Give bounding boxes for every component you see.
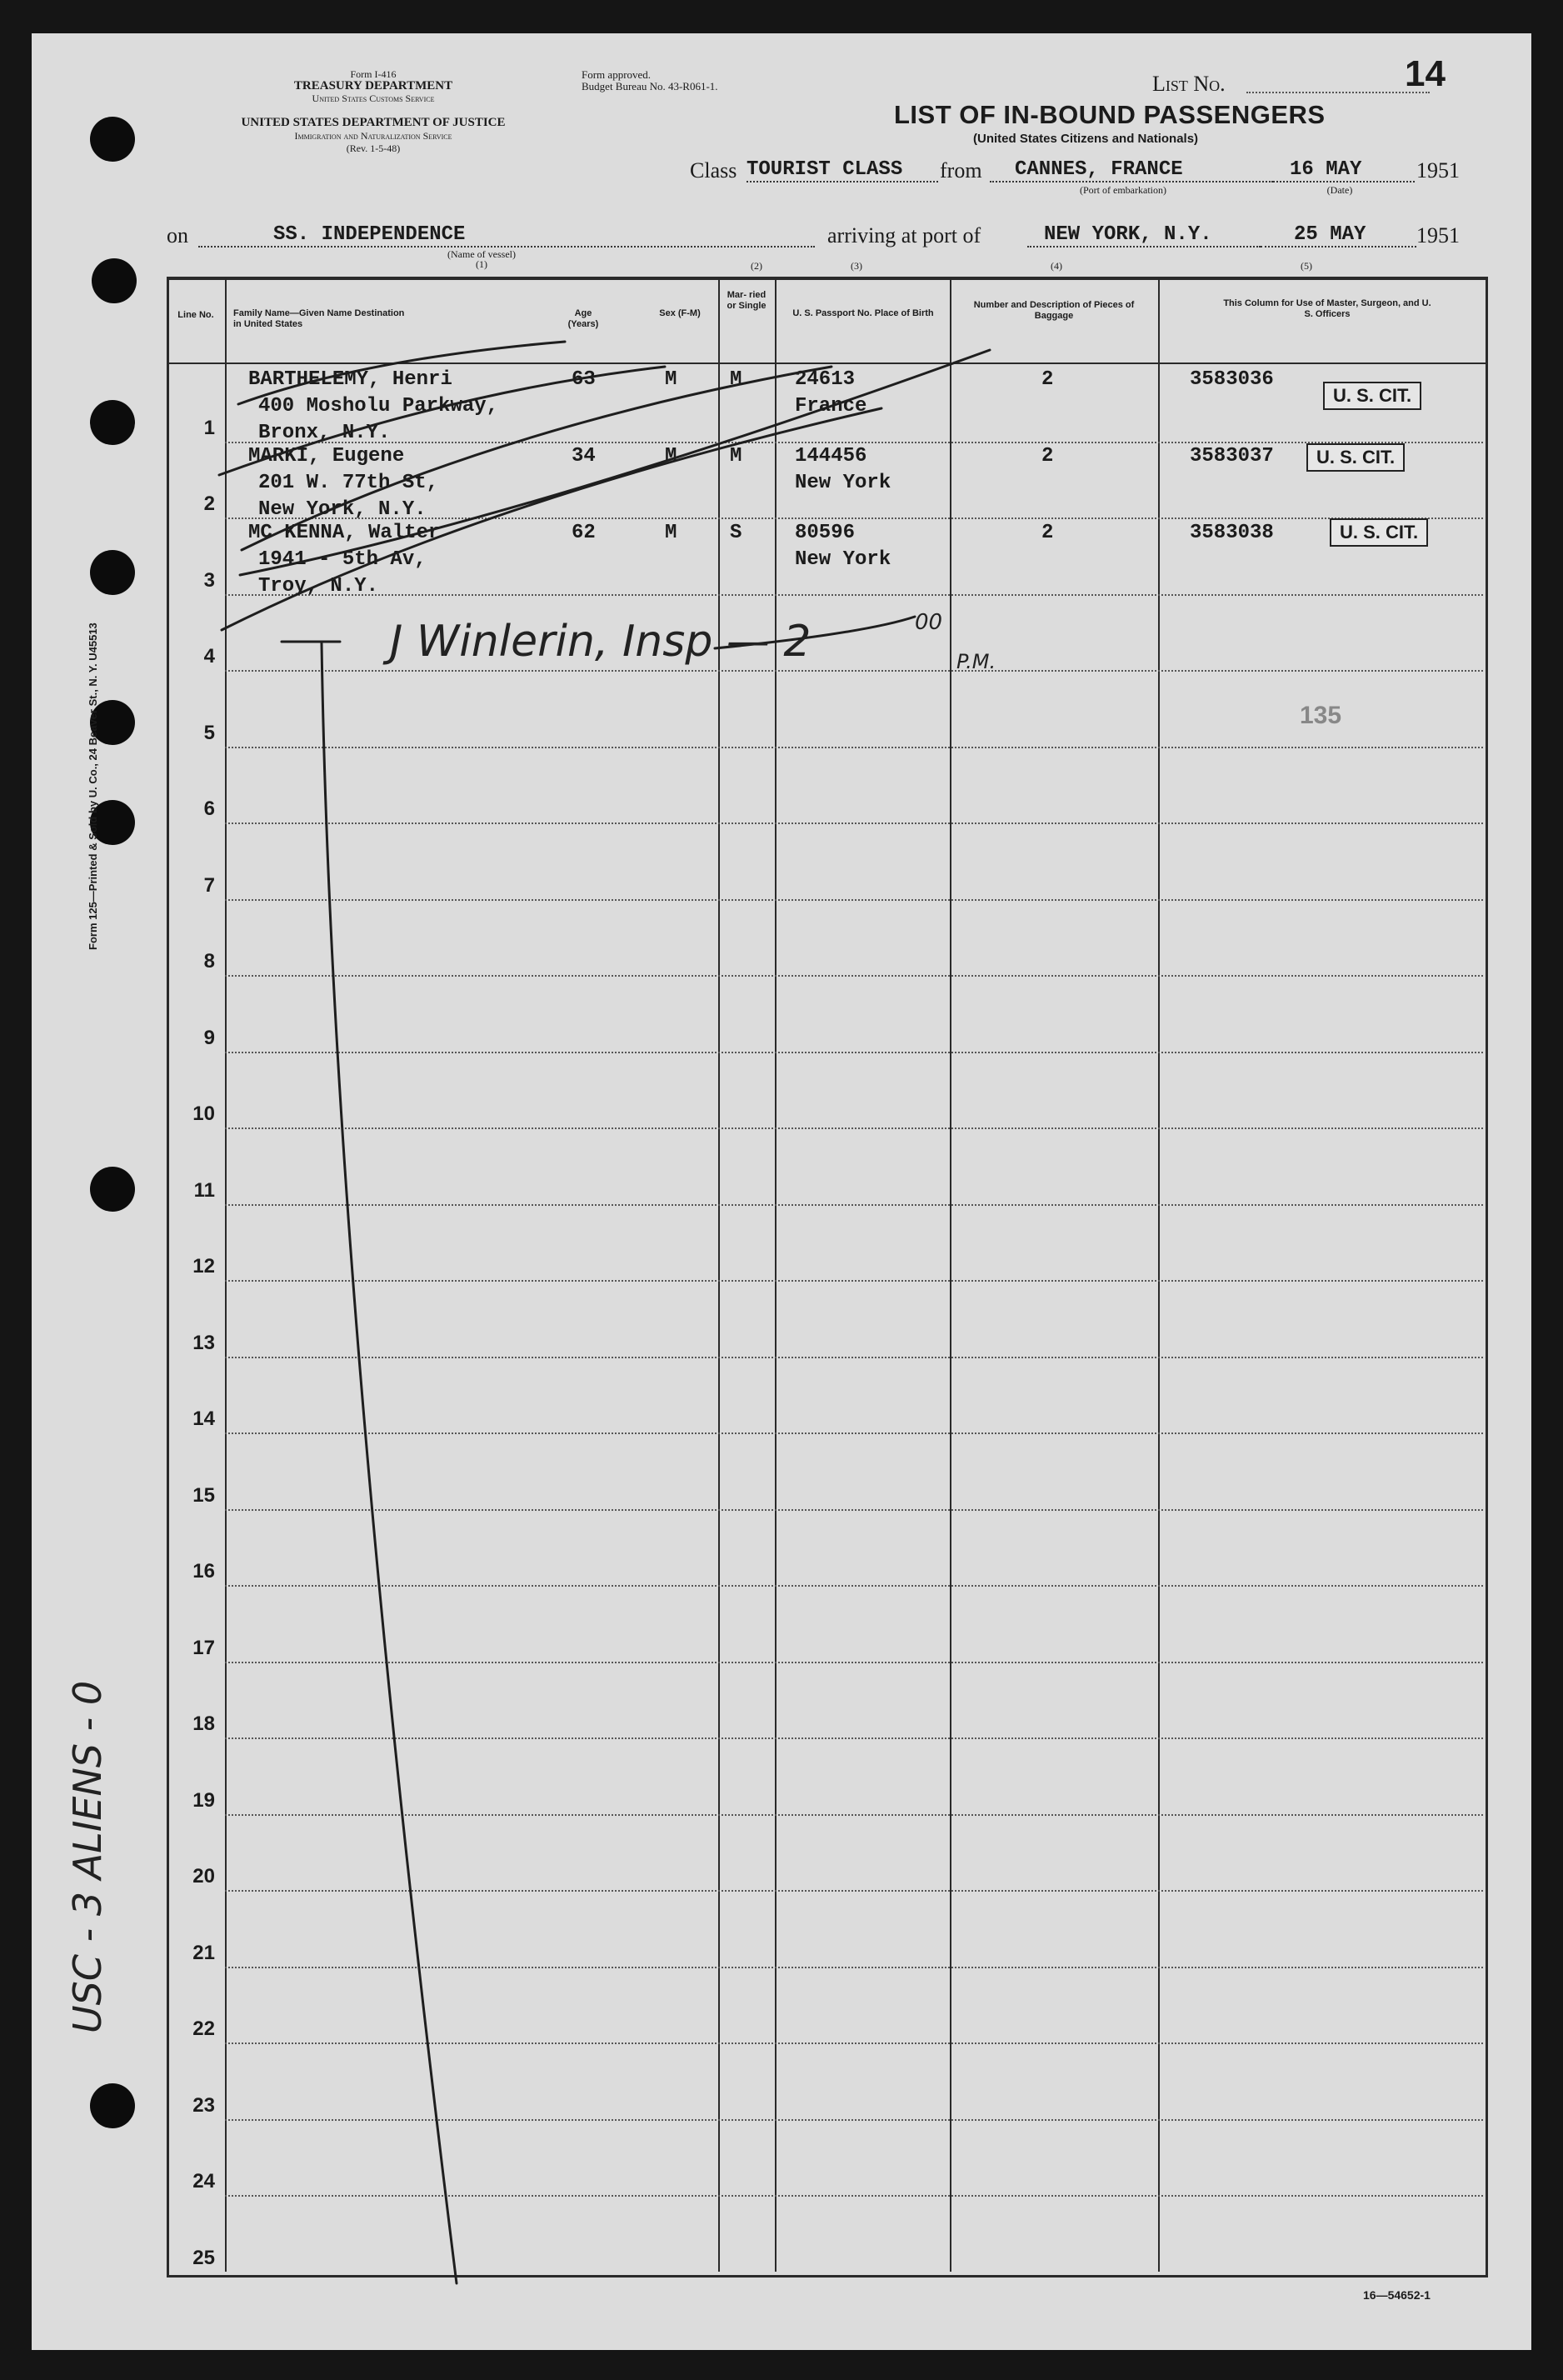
passenger-sex: M — [665, 522, 677, 544]
birthplace: France — [795, 395, 867, 418]
row-number: 5 — [203, 721, 215, 744]
arrival-year: 1951 — [1416, 223, 1460, 248]
hdr-sex: Sex (F-M) — [659, 308, 701, 318]
passenger-sex: M — [665, 445, 677, 468]
officer-number: 3583036 — [1190, 368, 1274, 391]
row-number: 16 — [192, 1560, 215, 1582]
port-embarkation: CANNES, FRANCE — [990, 158, 1273, 182]
budget-bureau: Budget Bureau No. 43-R061-1. — [582, 80, 718, 92]
pen-marks — [32, 33, 1531, 2350]
row-number: 6 — [203, 798, 215, 820]
margin-count-note: USC - 3 ALIENS - 0 — [65, 1680, 110, 2033]
row-number: 24 — [192, 2170, 215, 2192]
pm-note: P.M. — [956, 650, 996, 673]
passenger-married: M — [730, 445, 742, 468]
passenger-city: Bronx, N.Y. — [258, 422, 391, 444]
list-number: 14 — [1405, 53, 1446, 94]
from-label: from — [940, 158, 982, 182]
hdr-baggage: Number and Description of Pieces of Baggage — [973, 300, 1135, 321]
row-number: 1 — [203, 416, 215, 439]
col-num-5: (5) — [1301, 260, 1312, 272]
vessel-name: SS. INDEPENDENCE — [198, 223, 815, 248]
row-number: 2 — [203, 492, 215, 515]
row-number: 4 — [203, 645, 215, 668]
row-number: 12 — [192, 1255, 215, 1278]
row-number: 23 — [192, 2093, 215, 2117]
passenger-city: Troy, N.Y. — [258, 575, 379, 598]
baggage-count: 2 — [1041, 522, 1054, 544]
treasury-dept: TREASURY DEPARTMENT — [293, 79, 453, 92]
hdr-line-no: Line No. — [177, 310, 214, 320]
row-number: 14 — [192, 1408, 215, 1430]
port-caption: (Port of embarkation) — [1080, 184, 1166, 196]
row-number: 15 — [192, 1483, 215, 1507]
date-caption: (Date) — [1326, 184, 1353, 196]
row-number: 13 — [192, 1331, 215, 1354]
passenger-married: M — [730, 368, 742, 391]
hdr-passport: U. S. Passport No. Place of Birth — [792, 308, 934, 318]
passenger-married: S — [730, 522, 742, 544]
hdr-married: Mar- ried or Single — [727, 290, 767, 311]
row-number: 18 — [192, 1712, 215, 1735]
row-number: 22 — [192, 2018, 215, 2040]
col-num-3: (3) — [851, 260, 862, 272]
baggage-count: 2 — [1041, 368, 1054, 391]
passenger-name: MARKI, Eugene — [248, 445, 405, 468]
class-label: Class — [690, 158, 737, 182]
arriving-label: arriving at port of — [827, 223, 981, 248]
row-number: 8 — [203, 950, 215, 972]
hdr-officers: This Column for Use of Master, Surgeon, and U. S. Officers — [1223, 298, 1431, 319]
inspector-signature: J Winlerin, Insp — 2 — [390, 617, 811, 667]
col-num-4: (4) — [1051, 260, 1062, 272]
page-subtitle: (United States Citizens and Nationals) — [973, 132, 1199, 146]
class-value: TOURIST CLASS — [747, 158, 938, 182]
passenger-age: 62 — [572, 522, 596, 544]
passport-number: 80596 — [795, 522, 856, 544]
row-number: 9 — [203, 1026, 215, 1049]
manifest-page — [32, 33, 1531, 2350]
justice-dept: UNITED STATES DEPARTMENT OF JUSTICE — [241, 116, 506, 129]
officer-number: 3583037 — [1190, 445, 1274, 468]
form-code: 16—54652-1 — [1363, 2288, 1431, 2302]
passenger-age: 34 — [572, 445, 596, 468]
page-stamp-number: 135 — [1300, 702, 1342, 729]
passenger-city: New York, N.Y. — [258, 498, 427, 521]
passenger-address: 400 Mosholu Parkway, — [258, 395, 499, 418]
passenger-sex: M — [665, 368, 677, 391]
row-number: 25 — [192, 2246, 215, 2269]
birthplace: New York — [795, 548, 891, 571]
customs-service: United States Customs Service — [312, 92, 435, 104]
row-number: 19 — [192, 1788, 215, 1812]
row-number: 20 — [192, 1865, 215, 1888]
page-title: LIST OF IN-BOUND PASSENGERS — [894, 100, 1326, 129]
citizen-stamp: U. S. CIT. — [1323, 382, 1421, 410]
hdr-name: Family Name—Given Name Destination in United States — [233, 308, 405, 329]
citizen-stamp: U. S. CIT. — [1330, 518, 1428, 547]
passenger-age: 63 — [572, 368, 596, 391]
on-label: on — [167, 223, 188, 248]
passenger-name: BARTHELEMY, Henri — [248, 368, 452, 391]
passport-number: 24613 — [795, 368, 856, 391]
date-embarkation: 16 MAY — [1273, 158, 1415, 182]
list-no-text: List No. — [1152, 72, 1226, 96]
embark-year: 1951 — [1416, 158, 1460, 182]
ins-service: Immigration and Naturalization Service — [294, 130, 452, 142]
form-number: Form I-416 — [350, 68, 397, 80]
baggage-count: 2 — [1041, 445, 1054, 468]
form-approved: Form approved. — [582, 68, 652, 81]
printer-credit: Form 125—Printed & Sold by U. Co., 24 Beaver St., N. Y. U45513 — [87, 622, 99, 950]
row-number: 10 — [192, 1102, 215, 1125]
vessel-caption-num: (1) — [476, 258, 487, 270]
row-number: 21 — [192, 1941, 215, 1964]
passenger-name: MC KENNA, Walter — [248, 522, 441, 544]
passport-number: 144456 — [795, 445, 867, 468]
arrival-date: 25 MAY — [1261, 223, 1416, 248]
vessel-caption: (Name of vessel) — [447, 248, 516, 260]
passenger-address: 1941 - 5th Av, — [258, 548, 427, 571]
citizen-stamp: U. S. CIT. — [1306, 443, 1405, 472]
row-number: 11 — [193, 1178, 215, 1202]
row-number: 3 — [203, 568, 215, 592]
col-num-2: (2) — [751, 260, 762, 272]
hdr-age: Age (Years) — [567, 308, 599, 329]
time-superscript: 00 — [915, 610, 943, 635]
birthplace: New York — [795, 472, 891, 494]
revision: (Rev. 1-5-48) — [346, 142, 401, 154]
row-number: 17 — [192, 1636, 215, 1659]
officer-number: 3583038 — [1190, 522, 1274, 544]
arrival-port: NEW YORK, N.Y. — [1027, 223, 1261, 248]
row-number: 7 — [203, 873, 215, 897]
passenger-address: 201 W. 77th St, — [258, 472, 439, 494]
